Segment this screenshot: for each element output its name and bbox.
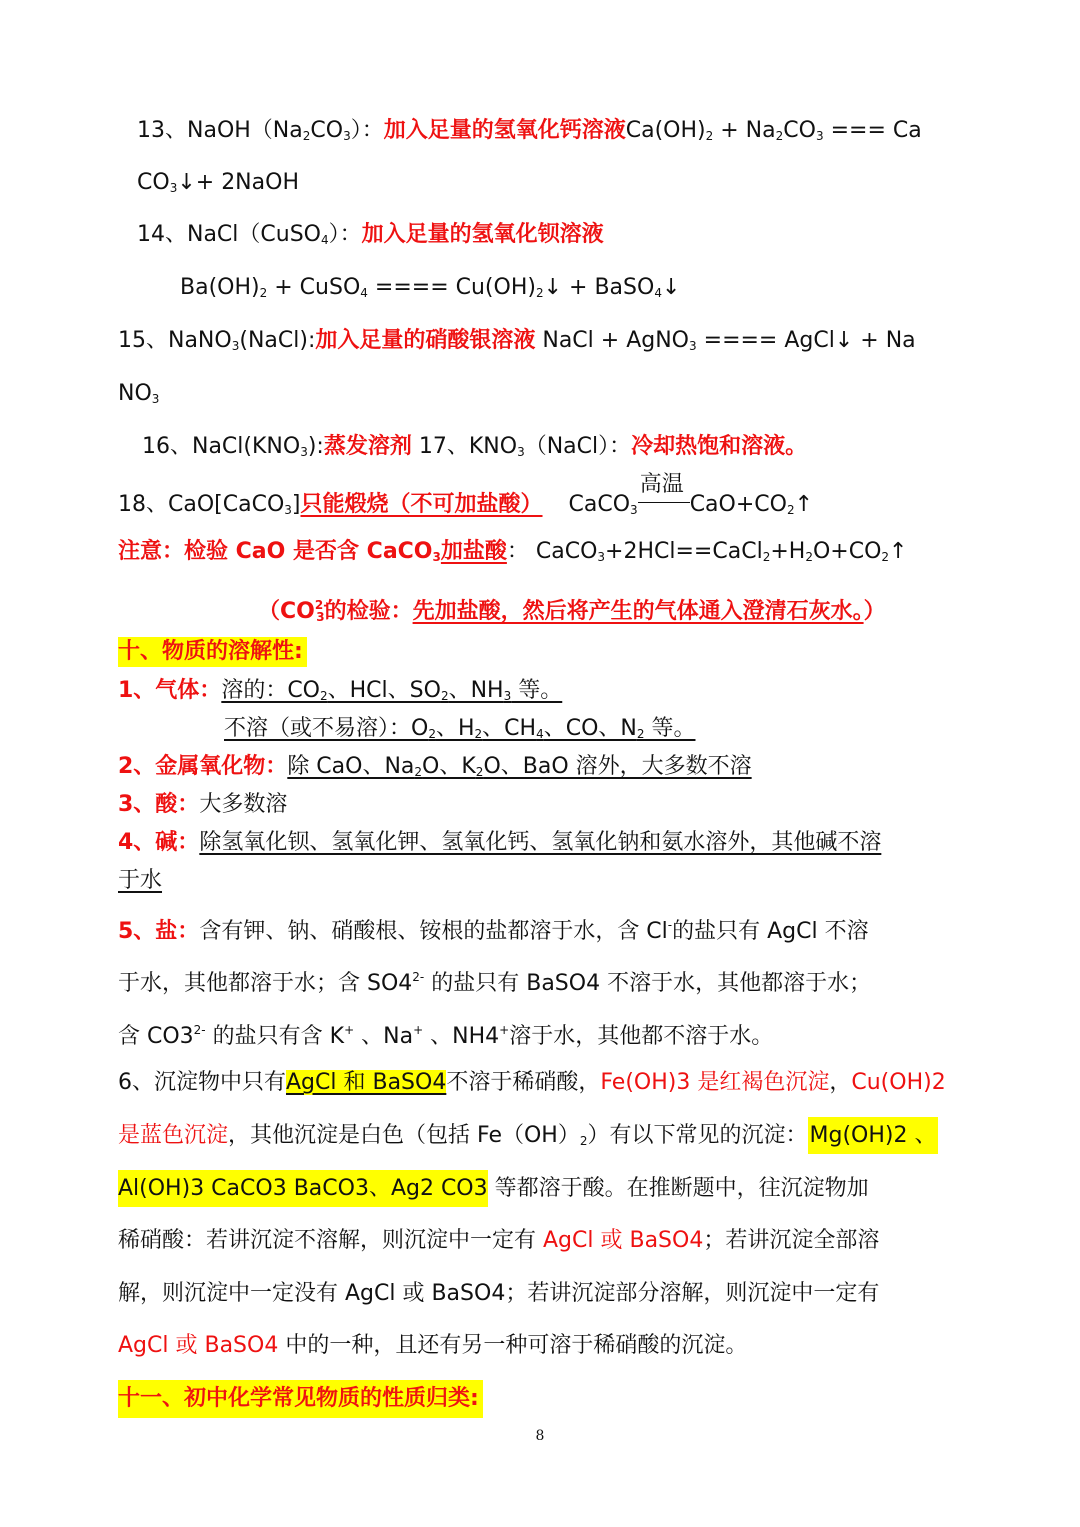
equation: + CuSO: [267, 275, 361, 300]
text: 不溶（或不易溶）：O: [224, 716, 429, 741]
text: （CO: [258, 599, 315, 624]
line-salt-3: [118, 1015, 773, 1052]
subscript: 3: [316, 610, 325, 624]
formula: (NaCl):: [239, 328, 316, 353]
text: ）: [863, 599, 886, 624]
subscript: 3: [689, 339, 697, 353]
text: ）有以下常见的沉淀：: [587, 1123, 808, 1148]
highlight: AgCl 和 BaSO4: [286, 1070, 447, 1095]
note-label: 加盐酸: [440, 539, 507, 564]
superscript: 2-: [412, 970, 425, 984]
text: 解，则沉淀中一定没有 AgCl 或 BaSO4；若讲沉淀部分溶解，则沉淀中一定有: [118, 1281, 880, 1306]
formula: CO: [310, 118, 344, 143]
equation: Ba(OH): [180, 275, 260, 300]
subscript: 3: [284, 503, 292, 517]
text: 稀硝酸：若讲沉淀不溶解，则沉淀中一定有: [118, 1228, 543, 1253]
text: O、K: [422, 754, 476, 779]
text: 、Na: [354, 1024, 414, 1049]
subscript: 4: [360, 286, 368, 300]
method-text: 蒸发溶剂: [323, 434, 412, 459]
heading: 十一、初中化学常见物质的性质归类:: [118, 1386, 479, 1411]
line-acid: [118, 790, 287, 820]
subscript: 2: [259, 286, 268, 300]
text: 除氢氧化钡、氢氧化钾、氢氧化钙、氢氧化钠和氨水溶外，其他碱不溶: [199, 830, 882, 855]
line-18: [118, 472, 814, 525]
subscript: 4: [536, 727, 544, 741]
equation: ==== AgCl↓ + Na: [696, 328, 916, 353]
gas-soluble: [221, 678, 562, 703]
subscript: 2: [805, 550, 813, 564]
formula: 14、NaCl（CuSO: [137, 222, 321, 247]
formula: 16、NaCl(KNO: [142, 434, 301, 459]
text: 6、沉淀物中只有: [118, 1070, 286, 1095]
highlight: Al(OH)3 CaCO3 BaCO3、Ag2 CO3: [118, 1170, 488, 1207]
equation: ↑: [794, 492, 814, 517]
line-precip-1: [118, 1068, 946, 1098]
equation: ==== Cu(OH): [367, 275, 536, 300]
text: 大多数溶: [199, 792, 288, 817]
text: 含 CO3: [118, 1024, 194, 1049]
equation: ↑: [889, 539, 908, 564]
line-precip-5: [118, 1279, 879, 1309]
formula: （NaCl）：: [524, 434, 632, 459]
formula: 17、KNO: [411, 434, 518, 459]
equation: NaCl + AgNO: [535, 328, 689, 353]
line-precip-3: [118, 1174, 869, 1204]
text: 、NH: [448, 678, 504, 703]
line-base: [118, 828, 881, 858]
label: 3、酸：: [118, 792, 200, 817]
line-14: [137, 220, 604, 255]
text: 的盐只有 AgCl 不溶: [672, 919, 869, 944]
line-gas: [118, 676, 562, 711]
label: 5、盐：: [118, 919, 200, 944]
equation: ↓: [661, 275, 681, 300]
text: 、NH4: [423, 1024, 500, 1049]
heading: 十、物质的溶解性:: [118, 639, 303, 664]
subscript: 3: [432, 550, 441, 564]
equation: ↓ + BaSO: [543, 275, 655, 300]
subscript: 2: [636, 727, 645, 741]
subscript: 4: [321, 233, 329, 247]
method-text: 加入足量的氢氧化钡溶液: [361, 222, 604, 247]
text: 溶于水，其他都不溶于水。: [509, 1024, 774, 1049]
equation: NO: [118, 381, 152, 406]
section-11-title: [118, 1380, 483, 1418]
line-co3-test: [258, 590, 886, 632]
method-text: 加入足量的氢氧化钙溶液: [383, 118, 626, 143]
text: ，其他沉淀是白色（包括 Fe（OH）: [228, 1123, 580, 1148]
line-note: [118, 537, 907, 572]
text: 含有钾、钠、硝酸根、铵根的盐都溶于水，含 Cl: [199, 919, 668, 944]
text: ，: [829, 1070, 852, 1095]
subscript: 2: [475, 765, 484, 779]
subscript: 3: [169, 181, 178, 195]
text: 中的一种，且还有另一种可溶于稀硝酸的沉淀。: [278, 1333, 748, 1358]
text: 、CH: [482, 716, 537, 741]
condition-text: 高温: [639, 472, 684, 497]
subscript: 3: [231, 339, 240, 353]
method-text: 只能煅烧（不可加盐酸）: [300, 492, 543, 517]
equation: CaCO: [568, 492, 631, 517]
line-salt: [118, 910, 869, 947]
line-salt-2: [118, 962, 871, 999]
red-text: AgCl 或 BaSO4: [118, 1333, 279, 1358]
line-14-eq: [180, 273, 680, 308]
subscript: 2: [881, 550, 890, 564]
punct: ）：: [328, 222, 362, 247]
line-base-cont: [118, 866, 162, 896]
line-precip-2: [118, 1121, 938, 1156]
text: 先加盐酸，然后将产生的气体通入澄清石灰水。: [412, 599, 864, 624]
subscript: 3: [517, 445, 525, 459]
subscript: 2: [705, 129, 714, 143]
superscript: +: [344, 1023, 355, 1037]
line-gas-insoluble: [224, 714, 695, 749]
subscript: 2: [579, 1134, 588, 1148]
superscript: 2-: [314, 598, 329, 612]
text: 溶的：CO: [221, 678, 320, 703]
text: 等都溶于酸。在推断题中，往沉淀物加: [487, 1176, 869, 1201]
subscript: 3: [343, 129, 351, 143]
subscript: 2: [535, 286, 544, 300]
superscript: +: [499, 1023, 510, 1037]
red-text: AgCl 或 BaSO4: [543, 1228, 704, 1253]
subscript: 3: [503, 689, 512, 703]
equation: +H: [770, 539, 806, 564]
text: 、HCl、SO: [327, 678, 441, 703]
page-number: 8: [535, 1428, 545, 1444]
highlight: Mg(OH)2 、: [808, 1117, 939, 1154]
line-15-cont: [118, 379, 159, 414]
subscript: 2: [414, 765, 423, 779]
text: O、BaO 溶外，大多数不溶: [483, 754, 752, 779]
equation: === Ca: [823, 118, 922, 143]
subscript: 2: [474, 727, 483, 741]
superscript: 2-: [193, 1023, 206, 1037]
line-15: [118, 326, 916, 361]
equation: CO: [783, 118, 816, 143]
text: 的盐只有 BaSO4 不溶于水，其他都溶于水；: [424, 971, 872, 996]
equation: ↓+ 2NaOH: [177, 170, 299, 195]
equation: ： CaCO: [506, 539, 598, 564]
subscript: 3: [151, 392, 160, 406]
reaction-condition: [638, 472, 690, 520]
text: 于水，其他都溶于水；含 SO4: [118, 971, 413, 996]
subscript: 2: [428, 727, 436, 741]
subscript: 3: [597, 550, 606, 564]
formula: ]: [291, 492, 301, 517]
subscript: 2: [762, 550, 771, 564]
subscript: 3: [630, 503, 638, 517]
text: 、H: [435, 716, 475, 741]
punct: ）：: [350, 118, 384, 143]
subscript: 2: [786, 503, 795, 517]
formula: 18、CaO[CaCO: [118, 492, 285, 517]
red-text: Cu(OH)2: [851, 1070, 946, 1095]
text: 于水: [118, 868, 163, 893]
superscript: -: [667, 918, 673, 932]
text: 不溶于稀硝酸，: [446, 1070, 601, 1095]
line-16-17: [142, 432, 807, 467]
red-text: Fe(OH)3 是红褐色沉淀: [600, 1070, 830, 1095]
superscript: +: [413, 1023, 424, 1037]
subscript: 2: [440, 689, 449, 703]
red-text: 是蓝色沉淀: [118, 1123, 229, 1148]
text: 除 CaO、Na: [287, 754, 415, 779]
text: 的盐只有含 K: [205, 1024, 345, 1049]
line-precip-6: [118, 1331, 747, 1361]
label: 1、气体：: [118, 678, 222, 703]
method-text: 冷却热饱和溶液。: [631, 434, 808, 459]
equation: + Na: [713, 118, 776, 143]
text: 等。: [644, 716, 696, 741]
label: 4、碱：: [118, 830, 200, 855]
text: 、CO、N: [543, 716, 637, 741]
line-precip-4: [118, 1226, 879, 1256]
label: 2、金属氧化物：: [118, 754, 288, 779]
section-10-title: [118, 637, 307, 667]
equation: CO: [137, 170, 170, 195]
equation: +2HCl==CaCl: [605, 539, 763, 564]
line-13-cont: [137, 168, 299, 203]
formula: ):: [307, 434, 324, 459]
subscript: 2: [320, 689, 328, 703]
equation: CaO+CO: [689, 492, 787, 517]
line-metal-oxide: [118, 752, 752, 787]
subscript: 2: [302, 129, 311, 143]
line-13: [137, 116, 922, 151]
note-label: 注意：检验 CaO 是否含 CaCO: [118, 539, 433, 564]
equation: Ca(OH): [625, 118, 706, 143]
formula: NaOH（Na: [187, 118, 303, 143]
item-number: 13、: [137, 118, 187, 143]
text: 的检验：: [324, 599, 413, 624]
formula: 15、NaNO: [118, 328, 232, 353]
metal-oxide-text: [287, 754, 751, 779]
equation: O+CO: [812, 539, 882, 564]
method-text: 加入足量的硝酸银溶液: [315, 328, 536, 353]
text: ；若讲沉淀全部溶: [703, 1228, 880, 1253]
subscript: 3: [815, 129, 824, 143]
subscript: 2: [775, 129, 784, 143]
text: 等。: [511, 678, 563, 703]
subscript: 3: [300, 445, 308, 459]
subscript: 4: [654, 286, 662, 300]
